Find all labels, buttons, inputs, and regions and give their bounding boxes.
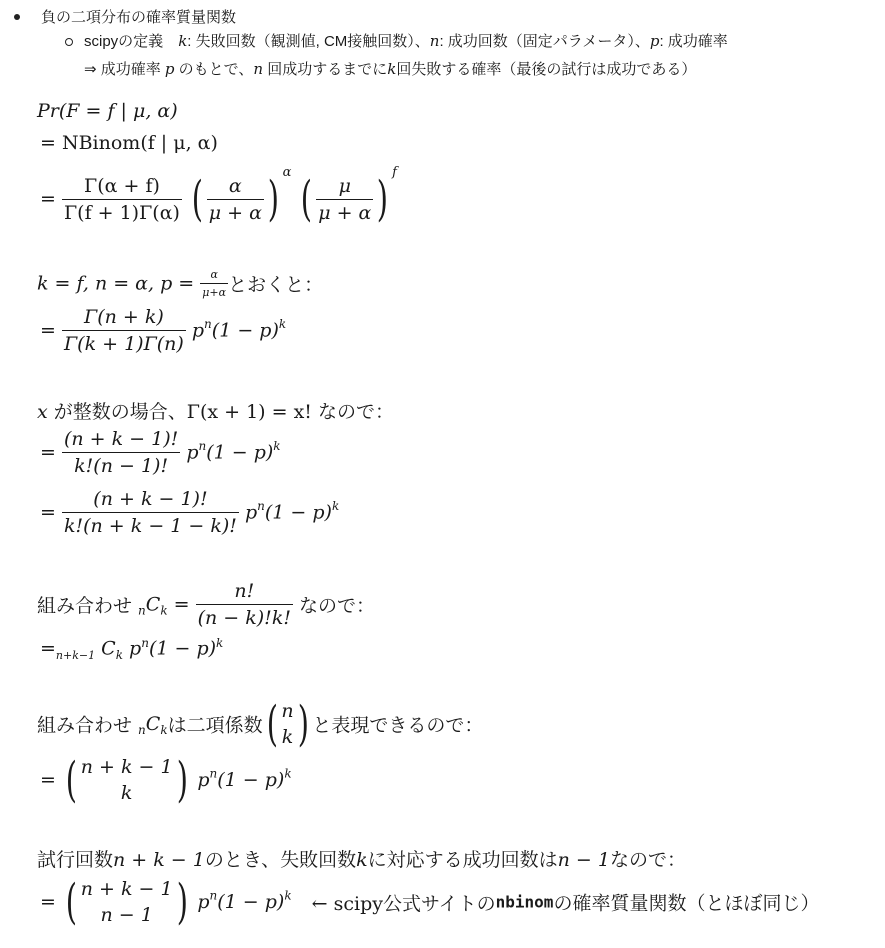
sub4-post: と表現できるので： (312, 714, 484, 737)
sub3-pre: 組み合わせ (37, 595, 139, 617)
eq6-onep: (1 − p) (264, 501, 332, 524)
sub4-ksub: k (160, 722, 168, 737)
eq-line-4 (40, 306, 286, 355)
sub5-expr1: n + k − 1 (113, 849, 205, 871)
eq9-post: の確率質量関数（とほぼ同じ） (553, 892, 820, 915)
eq8-binom (81, 754, 173, 806)
def-k: k (178, 32, 188, 50)
sub4-nsub: n (138, 722, 146, 737)
sub3-ksub: k (160, 603, 168, 618)
sub3-c: C (145, 593, 161, 616)
eq3-exp-f: f (392, 165, 397, 180)
eq5-onep: (1 − p) (206, 441, 274, 464)
eq-line-2: = NBinom(f | μ, α) (40, 132, 218, 154)
eq4-equals: = (40, 319, 56, 342)
eq8-p-exp: n (209, 766, 218, 781)
sub3-nsub: n (138, 603, 146, 618)
eq3-f2-den: μ + α (208, 201, 262, 224)
def-pre: scipyの定義 (84, 33, 179, 50)
heading: 負の二項分布の確率質量関数 (41, 9, 237, 26)
eq7-p-exp: n (141, 636, 149, 650)
eq9-onep: (1 − p) (217, 891, 285, 913)
sub5-expr2: n − 1 (557, 849, 610, 871)
sub5-pre: 試行回数 (37, 849, 114, 871)
sub5-post: なので： (609, 849, 686, 871)
eq6-p: p (244, 501, 258, 524)
eq7-equals: = (40, 637, 56, 660)
def-k-desc: : 失敗回数（観測値, CM接触回数）、 (187, 33, 430, 50)
eq3-frac-alpha (207, 175, 264, 224)
eq9-equals: = (40, 891, 56, 913)
meaning-line (84, 58, 696, 79)
substitution-2 (37, 397, 394, 424)
def-p: p (649, 32, 660, 50)
eq8-equals: = (40, 769, 56, 791)
eq-line-6 (40, 488, 339, 537)
sub-bullet-circle (65, 38, 73, 46)
eq4-num: Γ(n + k) (62, 306, 186, 331)
eq-line-7 (40, 636, 223, 662)
meaning-mid2: 回成功するまでに (263, 61, 388, 78)
sub4-pre: 組み合わせ (37, 714, 139, 737)
eq8-lparen: ( (65, 752, 77, 808)
eq3-den: Γ(f + 1)Γ(α) (63, 201, 180, 224)
eq5-equals: = (40, 441, 56, 464)
eq4-k-exp: k (278, 317, 287, 332)
eq7-k-exp: k (216, 636, 224, 650)
sub5-mid1: のとき、失敗回数 (204, 849, 357, 871)
eq-line-8 (40, 754, 292, 806)
meaning-post: 回失敗する確率（最後の試行は成功である） (396, 61, 697, 78)
eq5-frac (62, 428, 180, 477)
eq-line-3 (40, 165, 397, 227)
eq9-p-exp: n (209, 888, 218, 903)
eq3-f3-num: μ (316, 175, 373, 200)
eq8-onep: (1 − p) (217, 769, 285, 791)
eq3-f2-num: α (207, 175, 264, 200)
eq3-equals: = (40, 188, 56, 210)
sub2-x: x (37, 401, 48, 423)
eq3-lparen-1: ( (191, 171, 203, 227)
sub3-eq: = (167, 593, 196, 616)
sub1-pre: k = f, n = α, p = (37, 272, 201, 295)
eq-line-9 (40, 876, 819, 928)
eq9-top: n + k − 1 (80, 878, 173, 900)
definition-line (84, 30, 728, 51)
eq3-rparen-1: ) (267, 171, 279, 227)
eq3-num: Γ(α + f) (62, 175, 182, 200)
sub4-lparen: ( (266, 696, 278, 752)
eq6-frac (62, 488, 239, 537)
meaning-k: k (387, 60, 397, 78)
eq5-num: (n + k − 1)! (62, 428, 180, 453)
eq3-f3-den: μ + α (318, 201, 372, 224)
eq4-den: Γ(k + 1)Γ(n) (63, 333, 184, 355)
eq6-equals: = (40, 501, 56, 524)
eq6-p-exp: n (257, 499, 265, 514)
eq7-onep: (1 − p) (148, 637, 217, 660)
def-n-desc: : 成功回数（固定パラメータ）、 (439, 33, 650, 50)
sub2-text: が整数の場合、Γ(x + 1) = x! なので： (47, 401, 394, 423)
sub1-post: とおくと： (228, 274, 324, 296)
eq9-arrow-text: ← scipy公式サイトの (311, 892, 496, 915)
eq3-exp-alpha: α (282, 165, 292, 180)
eq9-binom (81, 876, 173, 928)
eq3-lparen-2: ( (301, 171, 313, 227)
sub3-frac (196, 580, 293, 629)
eq4-onep: (1 − p) (211, 319, 279, 342)
sub5-k: k (356, 849, 368, 871)
eq9-lparen: ( (65, 874, 77, 930)
substitution-5 (37, 845, 686, 872)
sub1-fnum: α (200, 268, 228, 284)
meaning-pre: ⇒ 成功確率 (84, 61, 165, 78)
eq8-p: p (197, 769, 210, 791)
sub3-post: なので： (292, 595, 376, 617)
def-n: n (429, 32, 440, 50)
eq9-k-exp: k (284, 888, 292, 903)
sub4-mid: は二項係数 (167, 714, 263, 737)
sub3-num: n! (196, 580, 293, 605)
sub5-mid2: に対応する成功回数は (367, 849, 558, 871)
eq6-den: k!(n + k − 1 − k)! (63, 515, 237, 537)
sub1-fden: μ+α (202, 286, 227, 299)
eq6-num: (n + k − 1)! (62, 488, 239, 513)
eq3-frac-gamma (62, 175, 182, 224)
eq3-rparen-2: ) (377, 171, 389, 227)
eq4-p-exp: n (204, 317, 212, 332)
sub4-top: n (281, 700, 294, 722)
sub1-frac (200, 268, 228, 299)
eq4-frac (62, 306, 186, 355)
eq9-code: nbinom (495, 892, 554, 912)
sub4-c: C (145, 713, 161, 735)
eq9-p: p (197, 891, 210, 913)
substitution-3 (37, 580, 375, 629)
eq8-top: n + k − 1 (80, 756, 173, 778)
eq5-p-exp: n (198, 439, 207, 454)
def-p-desc: : 成功確率 (659, 33, 728, 50)
substitution-4 (37, 698, 483, 750)
eq8-k-exp: k (284, 766, 292, 781)
bullet-dot (14, 14, 20, 20)
eq8-rparen: ) (176, 752, 188, 808)
sub4-rparen: ) (297, 696, 309, 752)
meaning-n: n (253, 60, 264, 78)
sub4-binom (281, 698, 293, 750)
eq7-p: p (129, 637, 142, 660)
eq4-p: p (191, 319, 205, 342)
eq5-den: k!(n − 1)! (74, 455, 169, 477)
meaning-p: p (164, 60, 175, 78)
eq5-p: p (186, 441, 199, 464)
eq-line-5 (40, 428, 281, 477)
eq5-k-exp: k (273, 439, 281, 454)
eq9-bot: n − 1 (100, 904, 153, 926)
sub4-bot: k (281, 726, 294, 748)
sub3-den: (n − k)!k! (197, 607, 291, 629)
substitution-1 (37, 268, 323, 299)
eq3-frac-mu (316, 175, 373, 224)
eq9-rparen: ) (176, 874, 188, 930)
meaning-mid1: のもとで、 (174, 61, 254, 78)
eq6-k-exp: k (331, 499, 340, 514)
eq7-sub: n+k−1 (55, 649, 96, 663)
eq-line-1: Pr(F = f | μ, α) (37, 100, 178, 122)
eq7-k: k (115, 648, 123, 663)
eq7-c: C (101, 637, 116, 660)
eq8-bot: k (120, 782, 133, 804)
